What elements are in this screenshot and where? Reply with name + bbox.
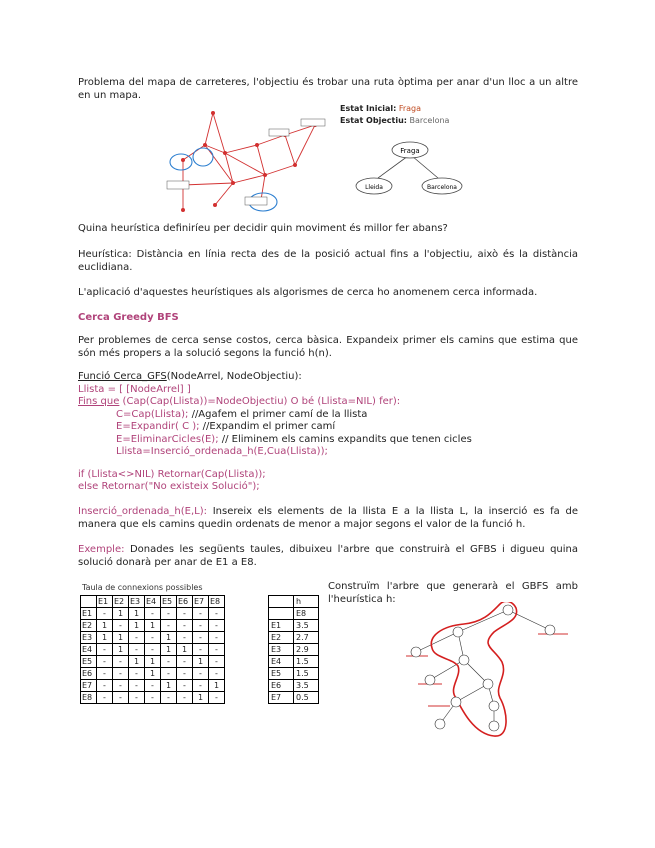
header-cell: E4: [145, 596, 161, 608]
table-cell: -: [209, 668, 225, 680]
table-cell: -: [97, 692, 113, 704]
table-cell: -: [209, 692, 225, 704]
connections-row: [81, 692, 225, 704]
table-cell: 1: [97, 632, 113, 644]
pseudocode-block: [78, 371, 472, 494]
example-text: Donades les següents taules, dibuixeu l'arbre que construirà el GFBS i digueu quina solució donarà per anar de E1 a E8.: [78, 544, 578, 568]
code-line: if (Llista<>NIL) Retornar(Cap(Llista));: [78, 468, 266, 480]
table-cell: 1: [113, 608, 129, 620]
table-cell: -: [129, 644, 145, 656]
table-cell: E2: [269, 632, 294, 644]
table-cell: -: [129, 692, 145, 704]
header-cell: h: [294, 596, 319, 608]
header-cell: [81, 596, 97, 608]
table-cell: 1: [129, 656, 145, 668]
table-cell: -: [161, 668, 177, 680]
heuristic-table: [268, 595, 319, 704]
initial-state-value: Fraga: [398, 104, 422, 113]
tree-left-label: Lleida: [365, 184, 383, 191]
function-signature: (NodeArrel, NodeObjectiu):: [166, 371, 302, 382]
header-cell: [269, 596, 294, 608]
bfs-description: Per problemes de cerca sense costos, cerca bàsica. Expandeix primer els camins que estima que són més propers a la solució segons la funció h(n).: [78, 335, 578, 359]
table-cell: -: [193, 620, 209, 632]
code-line: Llista=Inserció_ordenada_h(E,Cua(Llista));: [116, 446, 328, 457]
header-cell: E6: [177, 596, 193, 608]
table-cell: -: [129, 632, 145, 644]
section-title: Cerca Greedy BFS: [78, 312, 179, 323]
code-line: else Retornar("No existeix Solució");: [78, 481, 260, 492]
header-cell: E7: [193, 596, 209, 608]
table-cell: -: [177, 656, 193, 668]
table-cell: -: [193, 644, 209, 656]
tree-right-label: Barcelona: [427, 184, 457, 191]
code-comment: //Expandim el primer camí: [199, 421, 336, 432]
table-cell: -: [113, 656, 129, 668]
connections-caption: Taula de connexions possibles: [82, 583, 203, 592]
table-cell: E5: [81, 656, 97, 668]
code-comment: //Agafem el primer camí de la llista: [188, 408, 368, 420]
table-cell: -: [177, 620, 193, 632]
table-cell: 1: [97, 620, 113, 632]
question-text: Quina heurística definiríeu per decidir quin moviment és millor fer abans?: [78, 223, 448, 234]
insertion-keyword: Inserció_ordenada_h(E,L):: [78, 506, 208, 517]
table-cell: -: [145, 680, 161, 692]
connections-row: [81, 608, 225, 620]
table-cell: -: [97, 656, 113, 668]
table-cell: [269, 608, 294, 620]
table-cell: E6: [269, 680, 294, 692]
connections-table: [80, 595, 225, 704]
table-cell: 1: [113, 644, 129, 656]
table-cell: 0.5: [294, 692, 319, 704]
road-map-figure: [165, 105, 335, 217]
table-cell: -: [97, 644, 113, 656]
table-cell: E7: [81, 680, 97, 692]
function-keyword: Funció Cerca_GFS: [78, 371, 167, 382]
until-condition: (Cap(Cap(Llista))=NodeObjectiu) O bé (Llista=NIL) fer):: [119, 396, 401, 407]
table-cell: 1.5: [294, 668, 319, 680]
connections-row: [81, 656, 225, 668]
connections-row: [81, 620, 225, 632]
table-cell: -: [193, 680, 209, 692]
intro-text: Problema del mapa de carreteres, l'objectiu és trobar una ruta òptima per anar d'un lloc a un altre en un mapa.: [78, 77, 578, 101]
heuristic-row: [269, 692, 319, 704]
table-cell: -: [161, 656, 177, 668]
state-tree-figure: [350, 138, 470, 200]
construct-text: Construïm l'arbre que generarà el GBFS amb l'heurística h:: [328, 581, 578, 605]
connections-row: [81, 644, 225, 656]
goal-state-value: Barcelona: [409, 116, 450, 125]
table-cell: -: [97, 668, 113, 680]
table-cell: 1: [177, 644, 193, 656]
heuristic-row: [269, 656, 319, 668]
header-cell: E8: [209, 596, 225, 608]
heuristic-row: [269, 668, 319, 680]
table-cell: -: [177, 608, 193, 620]
connections-row: [81, 668, 225, 680]
table-cell: 1: [209, 680, 225, 692]
table-cell: 1: [113, 632, 129, 644]
table-cell: -: [145, 632, 161, 644]
table-cell: -: [129, 680, 145, 692]
heuristic-header: [269, 596, 319, 608]
table-cell: 1: [145, 620, 161, 632]
table-cell: -: [113, 692, 129, 704]
code-line: C=Cap(Llista);: [116, 408, 189, 420]
initial-state-label: Estat Inicial:: [340, 104, 397, 113]
table-cell: E6: [81, 668, 97, 680]
table-cell: -: [193, 632, 209, 644]
table-cell: -: [145, 608, 161, 620]
header-cell: E2: [113, 596, 129, 608]
table-cell: E5: [269, 668, 294, 680]
connections-row: [81, 680, 225, 692]
table-cell: -: [193, 608, 209, 620]
table-cell: E7: [269, 692, 294, 704]
tree-root-label: Fraga: [400, 147, 420, 155]
table-cell: -: [177, 692, 193, 704]
heuristic-row: [269, 644, 319, 656]
table-cell: -: [209, 644, 225, 656]
table-cell: 1: [161, 644, 177, 656]
table-cell: -: [113, 668, 129, 680]
table-cell: 3.5: [294, 620, 319, 632]
table-cell: E3: [81, 632, 97, 644]
code-line: E=EliminarCicles(E);: [116, 433, 219, 445]
heuristic-text: Heurística: Distància en línia recta des de la posició actual fins a l'objectiu, això és la distància euclidiana.: [78, 249, 578, 273]
table-cell: 1: [161, 632, 177, 644]
example-keyword: Exemple:: [78, 544, 125, 555]
table-cell: 1: [129, 620, 145, 632]
table-cell: -: [209, 608, 225, 620]
table-cell: 3.5: [294, 680, 319, 692]
code-line: E=Expandir( C );: [116, 421, 200, 432]
table-cell: 1: [145, 668, 161, 680]
gbfs-tree-figure: [398, 602, 578, 742]
table-cell: 1: [129, 608, 145, 620]
goal-state-label: Estat Objectiu:: [340, 116, 407, 125]
header-cell: E5: [161, 596, 177, 608]
table-cell: -: [97, 608, 113, 620]
code-line: Llista = [ [NodeArrel] ]: [78, 383, 191, 395]
table-cell: -: [129, 668, 145, 680]
heuristic-row: [269, 608, 319, 620]
table-cell: -: [97, 680, 113, 692]
table-cell: 1: [193, 656, 209, 668]
table-cell: E1: [269, 620, 294, 632]
table-cell: -: [113, 620, 129, 632]
insertion-text: Insereix els elements de la llista E a la llista L, la inserció es fa de manera que els camins quedin ordenats de menor a major segons el valor de la funció h.: [78, 506, 578, 530]
table-cell: -: [177, 668, 193, 680]
table-cell: -: [161, 692, 177, 704]
header-cell: E1: [97, 596, 113, 608]
connections-header: [81, 596, 225, 608]
table-cell: -: [145, 644, 161, 656]
heuristic-row: [269, 680, 319, 692]
table-cell: 1.5: [294, 656, 319, 668]
table-cell: -: [113, 680, 129, 692]
table-cell: -: [209, 632, 225, 644]
table-cell: E3: [269, 644, 294, 656]
table-cell: -: [209, 620, 225, 632]
table-cell: 2.9: [294, 644, 319, 656]
table-cell: E4: [81, 644, 97, 656]
code-comment: // Eliminem els camins expandits que tenen cicles: [218, 433, 472, 445]
table-cell: 1: [193, 692, 209, 704]
table-cell: -: [209, 656, 225, 668]
table-cell: 1: [161, 680, 177, 692]
table-cell: -: [193, 668, 209, 680]
table-cell: -: [177, 680, 193, 692]
informed-search-text: L'aplicació d'aquestes heurístiques als algorismes de cerca ho anomenem cerca informada.: [78, 287, 538, 298]
table-cell: 1: [145, 656, 161, 668]
table-cell: -: [145, 692, 161, 704]
table-cell: E8: [294, 608, 319, 620]
table-cell: E1: [81, 608, 97, 620]
table-cell: E2: [81, 620, 97, 632]
table-cell: E8: [81, 692, 97, 704]
header-cell: E3: [129, 596, 145, 608]
heuristic-row: [269, 620, 319, 632]
table-cell: -: [161, 620, 177, 632]
heuristic-row: [269, 632, 319, 644]
table-cell: -: [161, 608, 177, 620]
until-keyword: Fins que: [78, 396, 120, 407]
connections-row: [81, 632, 225, 644]
table-cell: -: [177, 632, 193, 644]
table-cell: 2.7: [294, 632, 319, 644]
table-cell: E4: [269, 656, 294, 668]
